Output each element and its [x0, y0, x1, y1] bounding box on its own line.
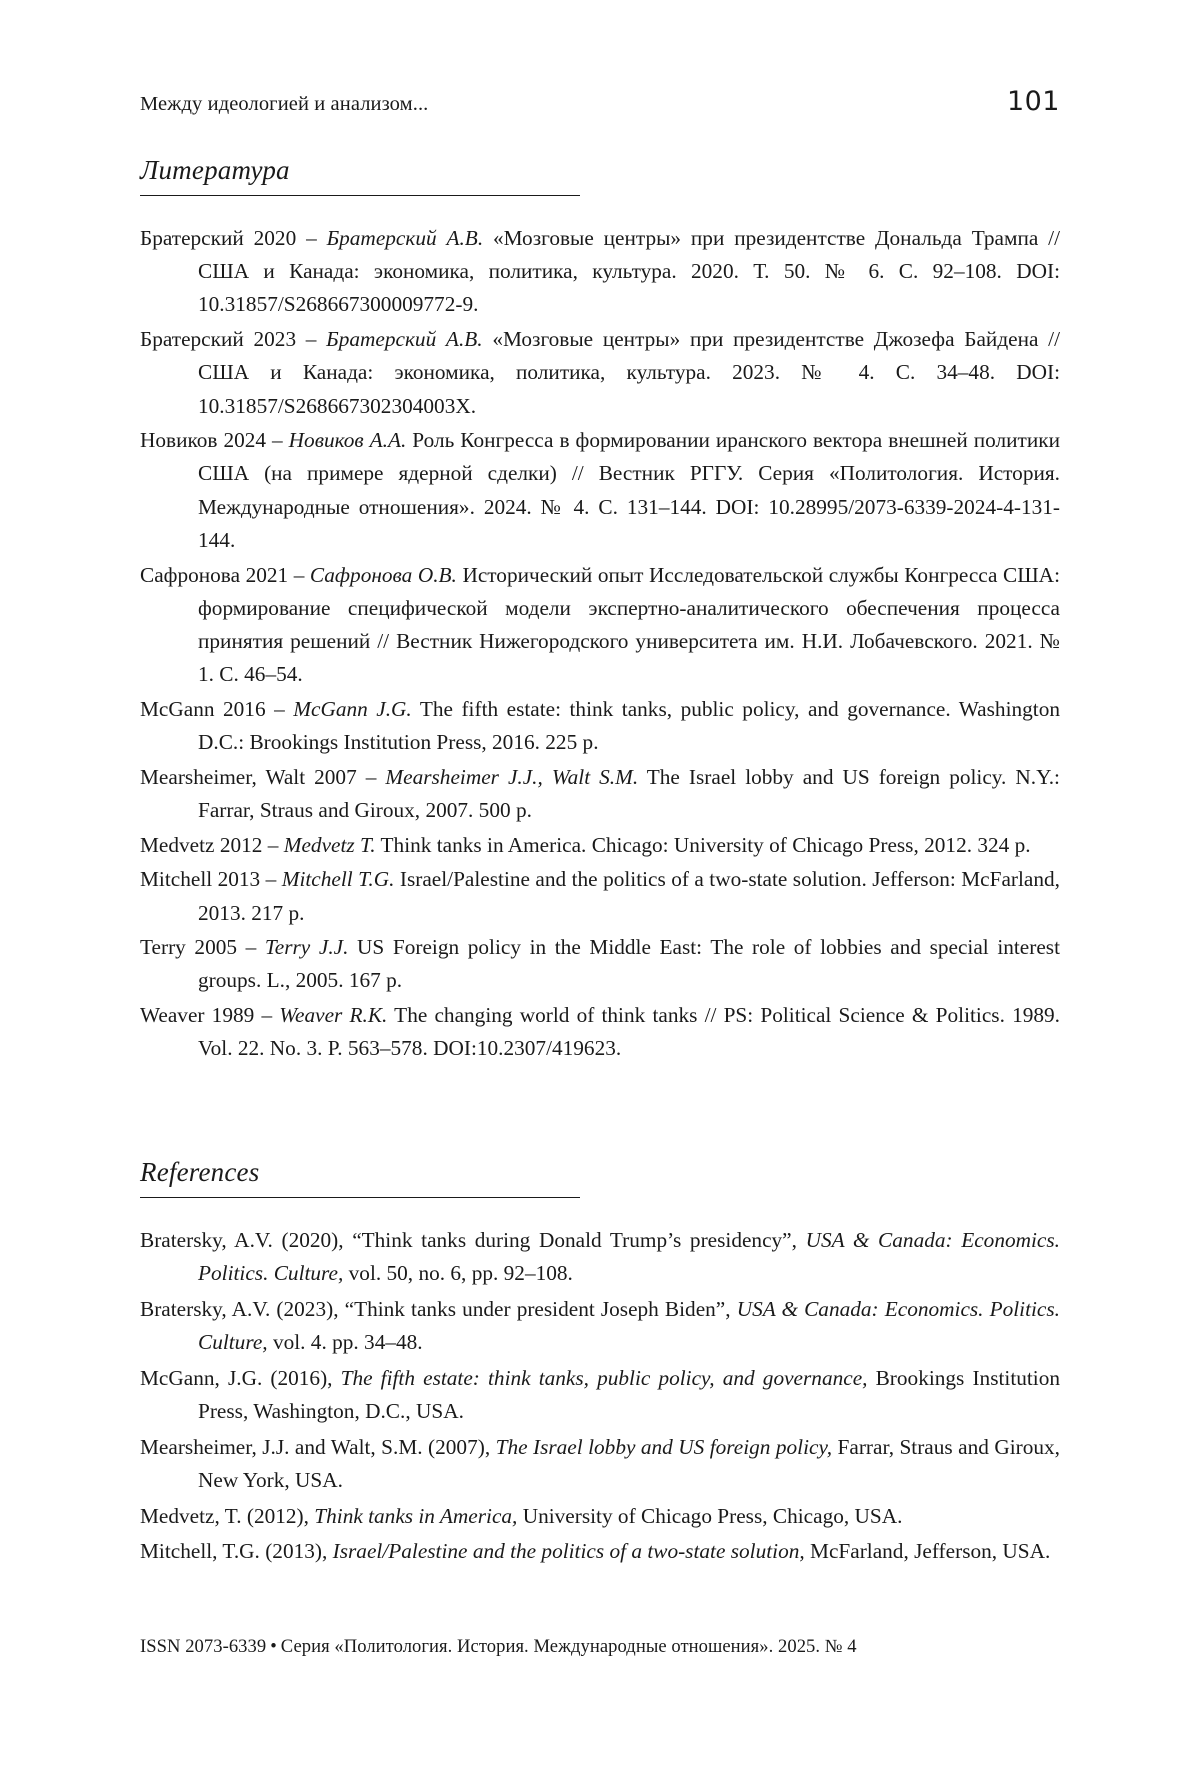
reference-entry: Mitchell 2013 – Mitchell T.G. Israel/Palestine and the politics of a two-state solution. Jefferson: McFarland, 2013. 217 p.	[140, 867, 1061, 925]
reference-entry: Bratersky, A.V. (2023), “Think tanks under president Joseph Biden”, USA & Canada: Economics. Politics. Culture, vol. 4. pp. 34–48.	[140, 1296, 1061, 1355]
literature-list	[140, 222, 1060, 1066]
reference-entry: Mearsheimer, Walt 2007 – Mearsheimer J.J., Walt S.M. The Israel lobby and US foreign policy. N.Y.: Farrar, Straus and Giroux, 2007. 500 p.	[140, 764, 1060, 822]
reference-entry: Medvetz 2012 – Medvetz T. Think tanks in America. Chicago: University of Chicago Press, 2012. 324 p.	[140, 832, 1031, 857]
reference-entry: McGann, J.G. (2016), The fifth estate: think tanks, public policy, and governance, Brookings Institution Press, Washington, D.C., USA.	[140, 1365, 1061, 1424]
running-head-title: Между идеологией и анализом...	[140, 93, 429, 115]
literature-heading	[140, 155, 580, 196]
footer-separator: •	[270, 1636, 277, 1657]
reference-entry: Terry 2005 – Terry J.J. US Foreign policy in the Middle East: The role of lobbies and special interest groups. L., 2005. 167 p.	[140, 935, 1061, 993]
reference-entry: Новиков 2024 – Новиков А.А. Роль Конгресса в формировании иранского вектора внешней политики США (на примере ядерной сделки) // Вестник РГГУ. Серия «Политология. История. Международные отношения». 2024. № 4. С. 131–144. DOI: 10.28995/2073-6339-2024-4-131-144.	[140, 428, 1060, 552]
heading-rule	[140, 195, 580, 196]
reference-entry: McGann 2016 – McGann J.G. The fifth estate: think tanks, public policy, and governance. Washington D.C.: Brookings Institution Press, 2016. 225 p.	[140, 696, 1060, 755]
references-heading	[140, 1157, 580, 1198]
reference-entry: Сафронова 2021 – Сафронова О.В. Исторический опыт Исследовательской службы Конгресса США: формирование специфической модели экспертно-аналитического обеспечения процесса принятия решений // Вестник Нижегородского университета им. Н.И. Лобачевского. 2021. № 1. С. 46–54.	[140, 562, 1060, 687]
reference-entry: Medvetz, T. (2012), Think tanks in America, University of Chicago Press, Chicago, USA.	[140, 1503, 903, 1528]
page-content	[140, 0, 1060, 1571]
running-head	[140, 86, 1060, 117]
page-footer	[140, 1636, 1065, 1658]
reference-entry: Братерский 2023 – Братерский А.В. «Мозговые центры» при президентстве Джозефа Байдена // США и Канада: экономика, политика, культура. 2023. № 4. С. 34–48. DOI: 10.31857/S268667302304003X.	[140, 327, 1061, 418]
reference-entry: Братерский 2020 – Братерский А.В. «Мозговые центры» при президентстве Дональда Трампа // США и Канада: экономика, политика, культура. 2020. Т. 50. № 6. С. 92–108. DOI: 10.31857/S268667300009772-9.	[140, 226, 1061, 317]
footer-series: Серия «Политология. История. Международные отношения». 2025. № 4	[280, 1636, 857, 1657]
references-list	[140, 1224, 1060, 1569]
footer-issn: ISSN 2073-6339	[140, 1636, 267, 1657]
reference-entry: Weaver 1989 – Weaver R.K. The changing world of think tanks // PS: Political Science & Politics. 1989. Vol. 22. No. 3. P. 563–578. DOI:10.2307/419623.	[140, 1003, 1060, 1061]
references-heading-text: References	[140, 1157, 260, 1188]
heading-rule	[140, 1197, 580, 1198]
reference-entry: Mitchell, T.G. (2013), Israel/Palestine and the politics of a two-state solution, McFarland, Jefferson, USA.	[140, 1539, 1051, 1564]
section-gap	[140, 1067, 1060, 1119]
reference-entry: Mearsheimer, J.J. and Walt, S.M. (2007), The Israel lobby and US foreign policy, Farrar, Straus and Giroux, New York, USA.	[140, 1434, 1060, 1492]
page-number: 101	[1006, 86, 1060, 117]
reference-entry: Bratersky, A.V. (2020), “Think tanks during Donald Trump’s presidency”, USA & Canada: Economics. Politics. Culture, vol. 50, no. 6, pp. 92–108.	[140, 1228, 1060, 1286]
literature-heading-text: Литература	[140, 155, 290, 185]
